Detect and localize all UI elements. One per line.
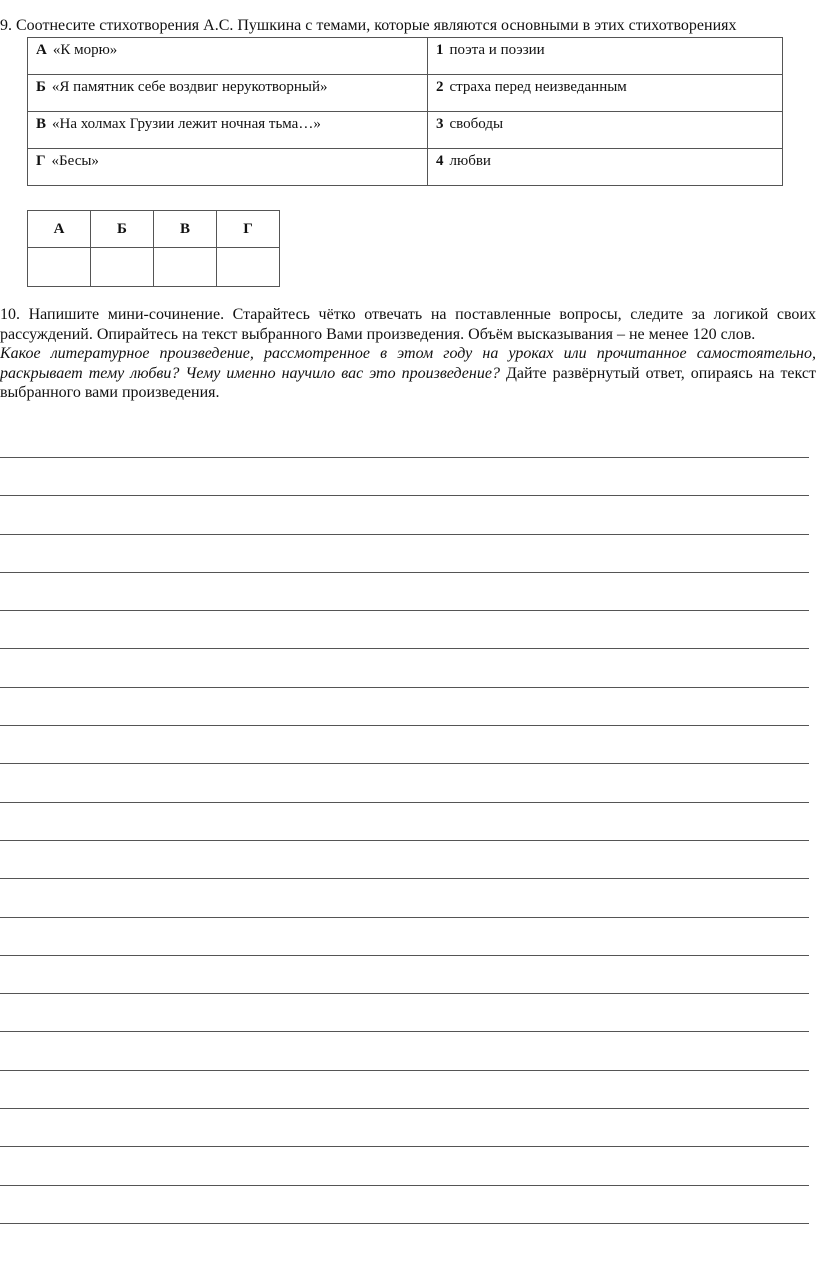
answer-cell-g[interactable]	[217, 248, 280, 287]
writing-line[interactable]	[0, 572, 809, 610]
writing-line[interactable]	[0, 1146, 809, 1184]
answer-header-a: А	[28, 211, 91, 248]
poem-title: «Бесы»	[51, 153, 99, 169]
answer-input-row	[28, 248, 280, 287]
question-10	[0, 305, 816, 403]
writing-line[interactable]	[0, 534, 809, 572]
matching-table	[27, 37, 783, 186]
answer-header-v: В	[154, 211, 217, 248]
writing-line[interactable]	[0, 495, 809, 533]
writing-line[interactable]	[0, 802, 809, 840]
answer-lines[interactable]	[0, 457, 809, 1261]
theme-cell	[428, 75, 783, 112]
writing-line[interactable]	[0, 648, 809, 686]
writing-line[interactable]	[0, 917, 809, 955]
theme-cell	[428, 149, 783, 186]
table-row	[28, 149, 783, 186]
poem-title: «На холмах Грузии лежит ночная тьма…»	[52, 116, 321, 132]
poem-cell	[28, 75, 428, 112]
answer-header-row	[28, 211, 280, 248]
question-10-instruction: Дайте развёрнутый ответ, опираясь на текст выбранного вами произведения.	[0, 364, 816, 401]
theme-text: свободы	[449, 116, 504, 132]
writing-line[interactable]	[0, 763, 809, 801]
table-row	[28, 75, 783, 112]
writing-line[interactable]	[0, 725, 809, 763]
theme-cell	[428, 112, 783, 149]
writing-line[interactable]	[0, 1223, 809, 1261]
question-10-prompt	[0, 344, 816, 403]
theme-cell	[428, 38, 783, 75]
answer-cell-b[interactable]	[91, 248, 154, 287]
table-row	[28, 38, 783, 75]
theme-text: любви	[449, 153, 491, 169]
writing-line[interactable]	[0, 687, 809, 725]
poem-title: «К морю»	[52, 42, 118, 58]
answer-header-b: Б	[91, 211, 154, 248]
writing-line[interactable]	[0, 1108, 809, 1146]
poem-title: «Я памятник себе воздвиг нерукотворный»	[51, 79, 328, 95]
writing-line[interactable]	[0, 993, 809, 1031]
writing-line[interactable]	[0, 840, 809, 878]
answer-cell-v[interactable]	[154, 248, 217, 287]
poem-letter: В	[36, 116, 47, 132]
answer-table	[27, 210, 280, 287]
theme-text: страха перед неизведанным	[449, 79, 627, 95]
writing-line[interactable]	[0, 1185, 809, 1223]
poem-cell	[28, 149, 428, 186]
poem-letter: Г	[36, 153, 46, 169]
theme-number: 1	[436, 42, 444, 58]
question-10-question: Какое литературное произведение, рассмотренное в этом году на уроках или прочитанное самостоятельно, раскрывает тему любви? Чему именно научило вас это произведение?	[0, 345, 816, 382]
poem-cell	[28, 112, 428, 149]
poem-letter: Б	[36, 79, 46, 95]
theme-number: 2	[436, 79, 444, 95]
poem-letter: А	[36, 42, 47, 58]
question-10-intro: 10. Напишите мини-сочинение. Старайтесь чётко отвечать на поставленные вопросы, следите за логикой своих рассуждений. Опирайтесь на текст выбранного Вами произведения. Объём высказывания – не менее 120 слов.	[0, 306, 816, 343]
writing-line[interactable]	[0, 1070, 809, 1108]
table-row	[28, 112, 783, 149]
theme-number: 3	[436, 116, 444, 132]
writing-line[interactable]	[0, 955, 809, 993]
writing-line[interactable]	[0, 1031, 809, 1069]
theme-number: 4	[436, 153, 444, 169]
writing-line[interactable]	[0, 610, 809, 648]
question-9-title: 9. Соотнесите стихотворения А.С. Пушкина с темами, которые являются основными в этих стихотворениях	[0, 17, 737, 34]
theme-text: поэта и поэзии	[449, 42, 545, 58]
writing-line[interactable]	[0, 878, 809, 916]
answer-cell-a[interactable]	[28, 248, 91, 287]
poem-cell	[28, 38, 428, 75]
writing-line[interactable]	[0, 457, 809, 495]
answer-header-g: Г	[217, 211, 280, 248]
